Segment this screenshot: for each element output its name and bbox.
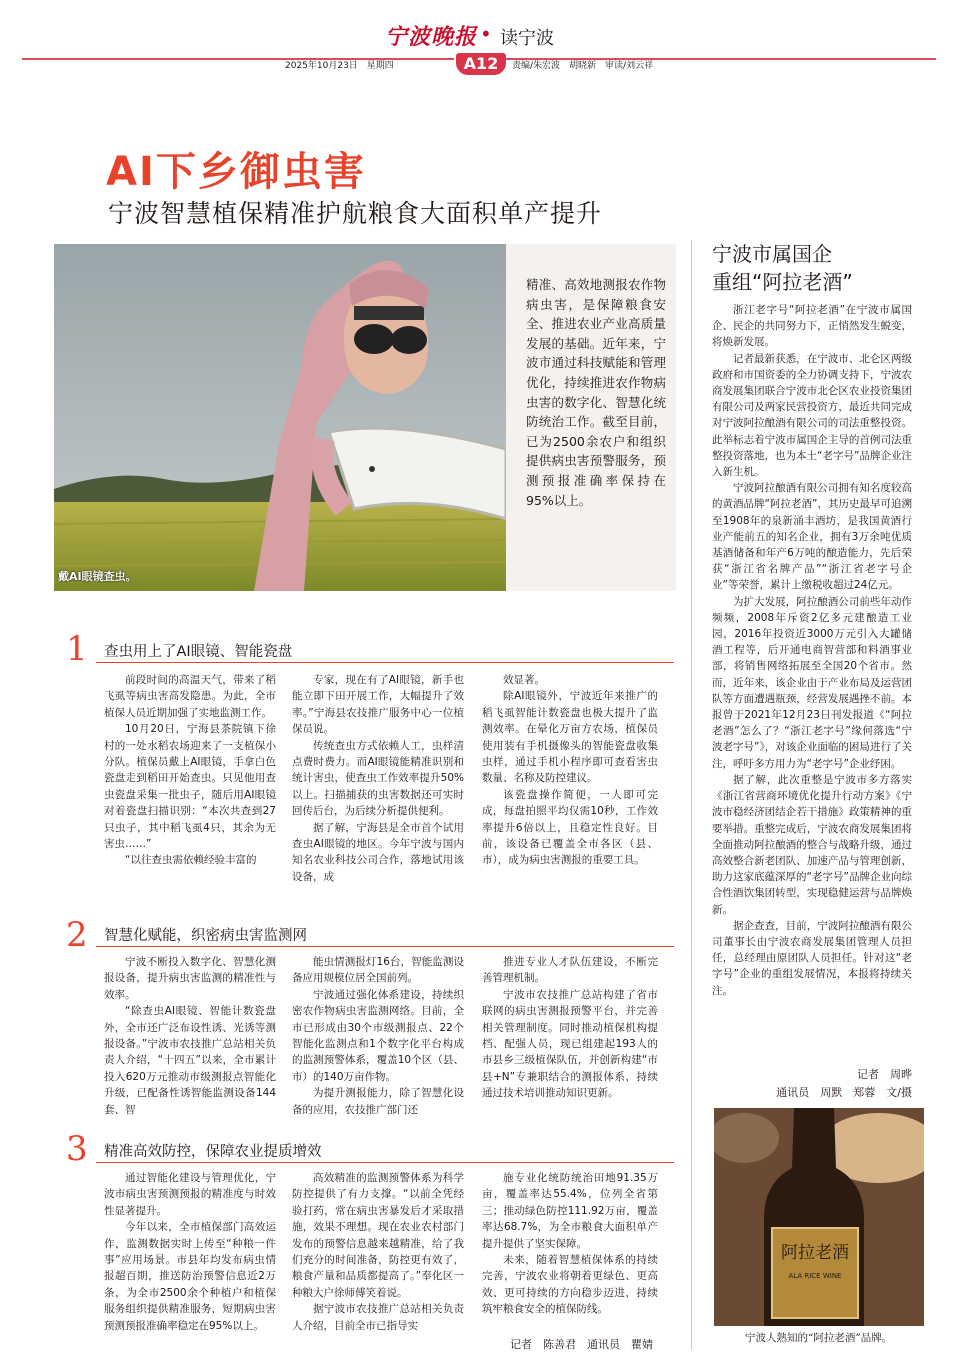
sidebar-paragraph: 为扩大发展，阿拉酿酒公司前些年动作频频，2008年斥资2亿多元建酿造工业园，2016年投资近3000万元引入大罐储酒工程等，后开通电商智营部和料酒事业部，将销售网络拓展至全国20个省市。然而，近年来，该企业由于产业布局及运营团队等方面遭遇瓶颈，经营发展遇挫不前。本报曾于2021年12月23日刊发报道《“阿拉老酒”怎么了？“浙江老字号”缘何落选“宁波老字号”》，对该企业面临的困局进行了关注，呼吁多方用力为“老字号”企业纾困。 <box>712 595 912 770</box>
body-paragraph: 高效精准的监测预警体系为科学防控提供了有力支撑。“以前全凭经验打药，常在病虫害暴发后才采取措施，效果不理想。现在农业农村部门发布的预警信息越来越精准，给了我们充分的时间准备，防控更有效了，粮食产量和品质都提高了。”奉化区一种粮大户徐师傅笑着说。 <box>292 1172 464 1299</box>
body-paragraph: “除查虫AI眼镜、智能计数瓷盘外，全市还广泛布设性诱、光诱等测报设备。”宁波市农技推广总站相关负责人介绍，“十四五”以来，全市累计投入620万元推动市级测报点智能化升级，已配备性诱智能监测设备144套、智 <box>104 1005 276 1116</box>
body-paragraph: 施专业化统防统治田地91.35万亩，覆盖率达55.4%，位列全省第三；推动绿色防控111.92万亩，覆盖率达68.7%，为全市粮食大面积单产提升提供了坚实保障。 <box>482 1172 658 1250</box>
section-1-column-1 <box>104 672 276 869</box>
section-2-title: 智慧化赋能，织密病虫害监测网 <box>104 928 307 944</box>
body-paragraph: 据宁波市农技推广总站相关负责人介绍，目前全市已指导实 <box>292 1303 464 1332</box>
section-3-rule <box>96 1162 674 1163</box>
body-paragraph: 宁波不断投入数字化、智慧化测报设备，提升病虫害监测的精准性与效率。 <box>104 956 276 1001</box>
body-paragraph: 为提升测报能力，除了智慧化设备的应用，农技推广部门还 <box>292 1087 464 1116</box>
editor-credits: 责编/朱宏波 胡晓新 审读/刘云祥 <box>512 61 654 71</box>
section-3-title: 精准高效防控，保障农业提质增效 <box>104 1144 322 1160</box>
section-1-column-3 <box>482 672 658 869</box>
section-1-number: 1 <box>66 629 88 669</box>
body-paragraph: 专家，现在有了AI眼镜，新手也能立即下田开展工作，大幅提升了效率。”宁海县农技推广服务中心一位植保员说。 <box>292 674 464 736</box>
body-paragraph: 宁波市农技推广总站构建了省市联网的病虫害测报预警平台，并完善相关管理制度。同时推动植保机构提档、配强人员，现已组建起193人的市县乡三级植保队伍，并创新构建“市县+N”专兼职结合的测报体系，持续通过技术培训推动知识更新。 <box>482 988 658 1100</box>
sidebar-title <box>712 240 853 296</box>
sidebar-title-line-1: 宁波市属国企 <box>712 242 832 266</box>
section-3-column-1 <box>104 1170 276 1334</box>
main-title: AI下乡御虫害 <box>106 149 366 195</box>
body-paragraph: 能虫情测报灯16台，智能监测设备应用规模位居全国前列。 <box>292 956 464 985</box>
masthead-logo: 宁波晚报 <box>385 24 478 50</box>
sidebar-title-line-2: 重组“阿拉老酒” <box>712 270 853 294</box>
body-paragraph: “以往查虫需依赖经验丰富的 <box>125 854 257 867</box>
body-paragraph: 据了解，宁海县是全市首个试用查虫AI眼镜的地区。今年宁波与国内知名农业科技公司合作，落地试用该设备，成 <box>292 821 464 883</box>
body-paragraph: 通过智能化建设与管理优化，宁波市病虫害预测预报的精准度与时效性显著提升。 <box>104 1172 276 1217</box>
body-paragraph: 未来，随着智慧植保体系的持续完善，宁波农业将朝着更绿色、更高效、更可持续的方向稳步迈进，持续筑牢粮食安全的植保防线。 <box>482 1254 658 1316</box>
body-paragraph: 今年以来，全市植保部门高效运作，监测数据实时上传至“种粮一件事”应用场景。市县年均发布病虫情报超百期，推送防治预警信息近2万条，为全市2500余个种植户和植保服务组织提供精准服务，短期病虫害预测预报准确率稳定在95%以上。 <box>104 1221 276 1332</box>
body-paragraph: 效显著。 <box>503 674 545 686</box>
body-paragraph: 10月20日，宁海县茶院镇下徐村的一处水稻农场迎来了一支植保小分队。植保员戴上AI眼镜，手拿白色瓷盘走到稻田开始查虫。只见他用查虫瓷盘采集一批虫子，随后用AI眼镜对着瓷盘扫描识别：“本次共查到27只虫子，其中稻飞虱4只，其余为无害虫……” <box>104 723 276 851</box>
body-paragraph: 该瓷盘操作简便，一人即可完成，每盘拍照平均仅需10秒，工作效率提升6倍以上，且稳定性良好。目前，该设备已覆盖全市各区（县、市），成为病虫害测报的重要工具。 <box>482 788 658 867</box>
bottle-photo-caption: 宁波人熟知的“阿拉老酒”品牌。 <box>745 1332 893 1344</box>
section-1-rule <box>96 662 674 663</box>
sidebar-body <box>712 302 912 999</box>
bottle-photo <box>714 1108 924 1326</box>
sidebar-correspondents: 通讯员 周默 郑蓉 文/摄 <box>776 1086 912 1099</box>
section-1-title: 查虫用上了AI眼镜、智能瓷盘 <box>104 644 293 660</box>
bottle-illustration <box>714 1108 924 1326</box>
section-2-column-1 <box>104 954 276 1118</box>
bottle-sublabel-text: ALA RICE WINE <box>788 1272 842 1280</box>
sidebar-paragraph: 据了解，此次重整是宁波市多方落实《浙江省营商环境优化提升行动方案》《宁波市稳经济团结企若干措施》政策精神的重要举措。重整完成后，宁波农商发展集团将全面推动阿拉酿酒的整合与战略升级，通过高效整合新老团队、加速产品与管理创新，助力这家底蕴深厚的“老字号”品牌企业向综合性酒饮集团转型，实现稳健运营与品牌焕新。 <box>712 773 912 916</box>
section-2-column-3 <box>482 954 658 1102</box>
body-paragraph: 宁波通过强化体系建设，持续织密农作物病虫害监测网络。目前，全市已形成由30个市级测报点、22个智能化监测点和1个数字化平台构成的监测预警体系，覆盖10个区（县、市）的140万亩作物。 <box>292 988 464 1083</box>
section-2-column-2 <box>292 954 464 1118</box>
masthead-separator: • <box>480 22 492 46</box>
page-number-badge: A12 <box>456 53 506 75</box>
section-2-number: 2 <box>66 915 88 955</box>
sidebar-paragraph: 据企查查，目前，宁波阿拉酿酒有限公司董事长由宁波农商发展集团管理人员担任，总经理由原团队人员担任。针对这“老字号”企业的重组发展情况，本报将持续关注。 <box>712 919 912 997</box>
bottle-label-text: 阿拉老酒 <box>781 1243 849 1263</box>
section-3-byline: 记者 陈善君 通讯员 瞿婧 <box>510 1338 653 1351</box>
sidebar-paragraph: 宁波阿拉酿酒有限公司拥有知名度较高的黄酒品牌“阿拉老酒”，其历史最早可追溯至1908年的泉新涌丰酒坊，是我国黄酒行业产能前五的知名企业，拥有3万余吨优质基酒储备和年产6万吨的酿造能力，先后荣获“浙江省名牌产品”“浙江省老字号企业”等荣誉，累计上缴税收超过24亿元。 <box>712 482 912 592</box>
sidebar-paragraph: 记者最新获悉，在宁波市、北仑区两级政府和市国资委的全力协调支持下，宁波农商发展集团联合宁波市北仑区农业投资集团有限公司及两家民营投资方，最近共同完成对宁波阿拉酿酒有限公司的司法重整投资。此举标志着宁波市属国企主导的首例司法重整投资落地，也为本土“老字号”品牌企业注入新生机。 <box>712 352 912 479</box>
sidebar-byline <box>712 1066 912 1102</box>
section-2-rule <box>96 946 674 947</box>
hero-photo-illustration <box>54 244 506 591</box>
section-3-column-2 <box>292 1170 464 1334</box>
body-paragraph: 除AI眼镜外，宁波近年来推广的稻飞虱智能计数瓷盘也极大提升了监测效率。在晕化万亩方农场，植保员使用装有手机摄像头的智能瓷盘收集虫样，通过手机小程序即可查看害虫数量、名称及防控建议。 <box>482 690 658 785</box>
main-subtitle: 宁波智慧植保精准护航粮食大面积单产提升 <box>108 199 603 228</box>
sidebar-reporter: 记者 周晔 <box>857 1068 912 1081</box>
section-3-column-3 <box>482 1170 658 1318</box>
sidebar-paragraph: 浙江老字号“阿拉老酒”在宁波市属国企、民企的共同努力下，正悄然发生蜕变，将焕新发展。 <box>712 304 912 349</box>
section-name: 读宁波 <box>500 28 554 49</box>
body-paragraph: 推进专业人才队伍建设，不断完善管理机制。 <box>482 956 658 985</box>
body-paragraph: 前段时间的高温天气，带来了稻飞虱等病虫害高发隐患。为此，全市植保人员近期加强了实地监测工作。 <box>104 674 276 719</box>
body-paragraph: 传统查虫方式依赖人工，虫样清点费时费力。而AI眼镜能精准识别和统计害虫，使查虫工作效率提升50%以上。扫描捕获的虫害数据还可实时回传后台，为后续分析提供便利。 <box>292 739 464 818</box>
photo-caption: 戴AI眼镜查虫。 <box>58 570 137 583</box>
hero-photo-ai-glasses <box>54 244 506 591</box>
section-1-column-2 <box>292 672 464 885</box>
issue-date: 2025年10月23日 星期四 <box>285 61 394 71</box>
column-divider <box>691 240 692 1350</box>
lead-paragraph: 精准、高效地测报农作物病虫害，是保障粮食安全、推进农业产业高质量发展的基础。近年来，宁波市通过科技赋能和管理优化，持续推进农作物病虫害的数字化、智慧化统防统治工作。截至目前，已为2500余农户和组织提供病虫害预警服务，预测预报准确率保持在95%以上。 <box>526 277 666 508</box>
section-3-number: 3 <box>66 1129 88 1169</box>
